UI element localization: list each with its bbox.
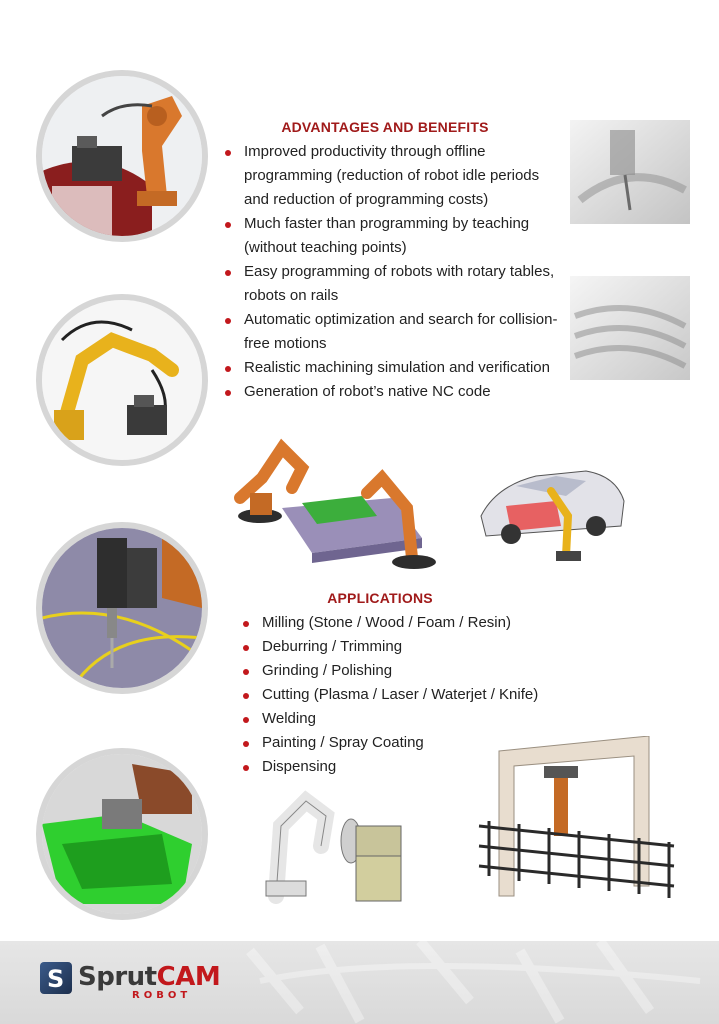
robot-arm-illustration — [42, 76, 202, 236]
gray-machining-image-1 — [570, 120, 690, 224]
car-painting-illustration — [476, 446, 628, 564]
logo-mark-icon: S — [40, 962, 72, 994]
list-item: Generation of robot’s native NC code — [222, 380, 567, 404]
list-item: Grinding / Polishing — [240, 659, 560, 683]
list-item: Deburring / Trimming — [240, 635, 560, 659]
circle-green-part-illustration — [36, 748, 208, 920]
gray-machining-image-2 — [570, 276, 690, 380]
circle-welding-robot-illustration — [36, 294, 208, 466]
grinding-robot-illustration — [256, 786, 416, 906]
sprutcam-logo — [40, 962, 220, 1002]
applications-heading: APPLICATIONS — [327, 590, 433, 606]
list-item: Easy programming of robots with rotary tables, robots on rails — [222, 260, 567, 308]
robot-cell-illustration — [232, 438, 444, 572]
circle-robot-arm-illustration — [36, 70, 208, 242]
advantages-list — [222, 140, 567, 404]
logo-subtitle: ROBOT — [132, 990, 192, 1001]
list-item: Cutting (Plasma / Laser / Waterjet / Knife) — [240, 683, 560, 707]
list-item: Automatic optimization and search for collision-free motions — [222, 308, 567, 356]
list-item: Much faster than programming by teaching (without teaching points) — [222, 212, 567, 260]
logo-name: SprutCAM — [78, 962, 221, 992]
list-item: Painting / Spray Coating — [240, 731, 560, 755]
list-item: Welding — [240, 707, 560, 731]
list-item: Realistic machining simulation and verification — [222, 356, 567, 380]
welding-robot-illustration — [42, 300, 202, 460]
gantry-robot-illustration — [474, 736, 684, 902]
list-item: Improved productivity through offline programming (reduction of robot idle periods and reduction of programming costs) — [222, 140, 567, 212]
list-item: Milling (Stone / Wood / Foam / Resin) — [240, 611, 560, 635]
circle-spindle-head-illustration — [36, 522, 208, 694]
list-item: Dispensing — [240, 755, 560, 779]
spindle-head-illustration — [42, 528, 202, 688]
advantages-heading: ADVANTAGES AND BENEFITS — [281, 119, 489, 135]
green-part-illustration — [42, 754, 202, 914]
